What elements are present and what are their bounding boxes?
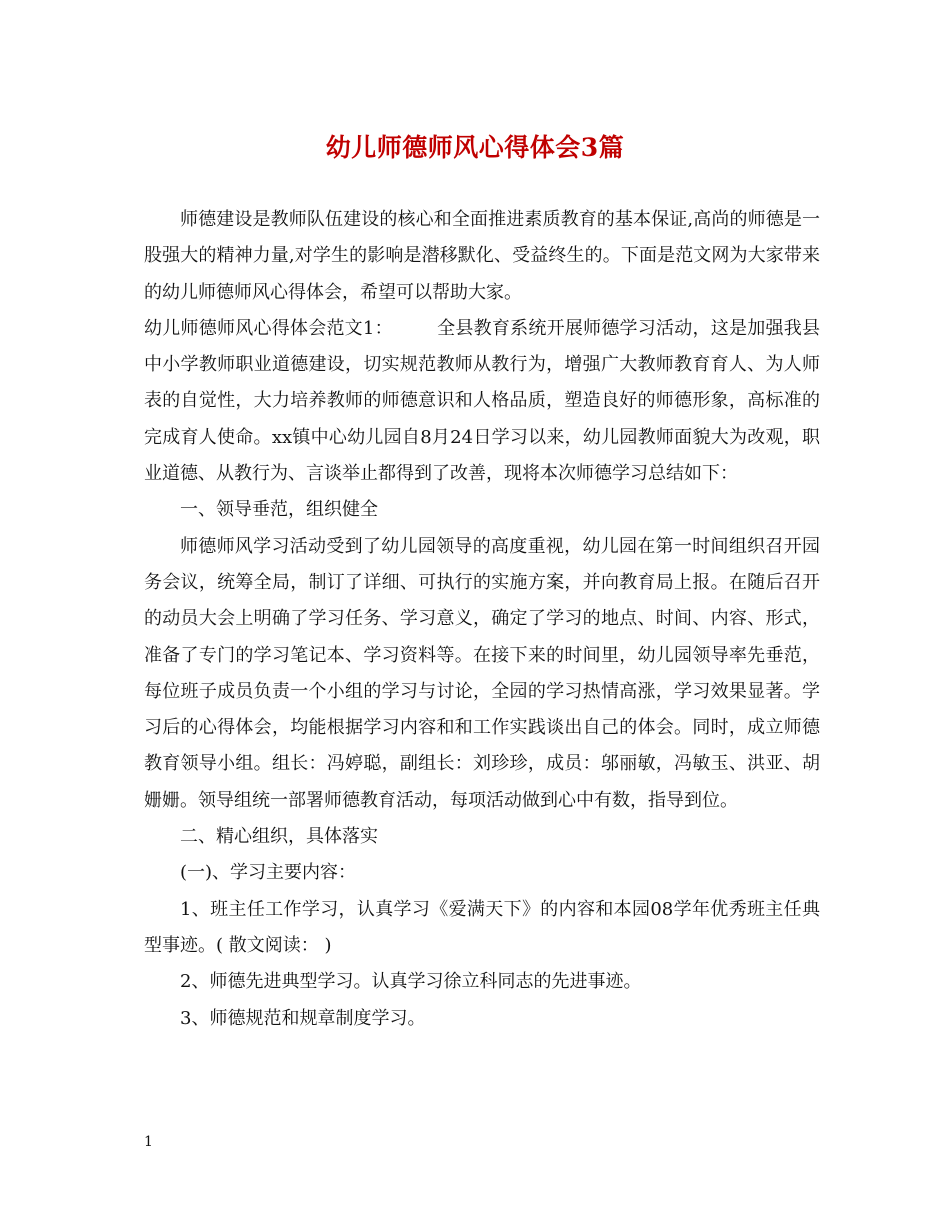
sample-one-paragraph: [144, 311, 820, 492]
subsection-one-heading: (一)、学习主要内容：: [180, 862, 357, 884]
sample-one-heading: 幼儿师德师风心得体会范文1：: [144, 317, 393, 339]
list-item: 2、师德先进典型学习。认真学习徐立科同志的先进事迹。: [180, 971, 642, 993]
list-item: 3、师德规范和规章制度学习。: [180, 1007, 426, 1029]
page-number: 1: [144, 1134, 153, 1150]
document-body: [144, 202, 820, 1037]
document-title: 幼儿师德师风心得体会3篇: [325, 133, 625, 162]
section-one-heading: 一、领导垂范，组织健全: [180, 499, 378, 521]
intro-paragraph: 师德建设是教师队伍建设的核心和全面推进素质教育的基本保证,高尚的师德是一股强大的精神力量,对学生的影响是潜移默化、受益终生的。下面是范文网为大家带来的幼儿师德师风心得体会，希望可以帮助大家。: [144, 209, 820, 303]
list-item: 1、班主任工作学习，认真学习《爱满天下》的内容和本园08学年优秀班主任典型事迹。( 散文阅读： ): [144, 898, 820, 956]
section-two-heading: 二、精心组织，具体落实: [180, 826, 378, 848]
sample-one-text: 全县教育系统开展师德学习活动，这是加强我县中小学教师职业道德建设，切实规范教师从教行为，增强广大教师教育育人、为人师表的自觉性，大力培养教师的师德意识和人格品质，塑造良好的师德形象，高标准的完成育人使命。xx镇中心幼儿园自8月24日学习以来，幼儿园教师面貌大为改观，职业道德、从教行为、言谈举止都得到了改善，现将本次师德学习总结如下：: [144, 317, 821, 485]
section-one-paragraph: 师德师风学习活动受到了幼儿园领导的高度重视，幼儿园在第一时间组织召开园务会议，统筹全局，制订了详细、可执行的实施方案，并向教育局上报。在随后召开的动员大会上明确了学习任务、学习意义，确定了学习的地点、时间、内容、形式，准备了专门的学习笔记本、学习资料等。在接下来的时间里，幼儿园领导率先垂范，每位班子成员负责一个小组的学习与讨论，全园的学习热情高涨，学习效果显著。学习后的心得体会，均能根据学习内容和和工作实践谈出自己的体会。同时，成立师德教育领导小组。组长：冯婷聪，副组长：刘珍珍，成员：邬丽敏，冯敏玉、洪亚、胡姗姗。领导组统一部署师德教育活动，每项活动做到心中有数，指导到位。: [144, 535, 820, 811]
